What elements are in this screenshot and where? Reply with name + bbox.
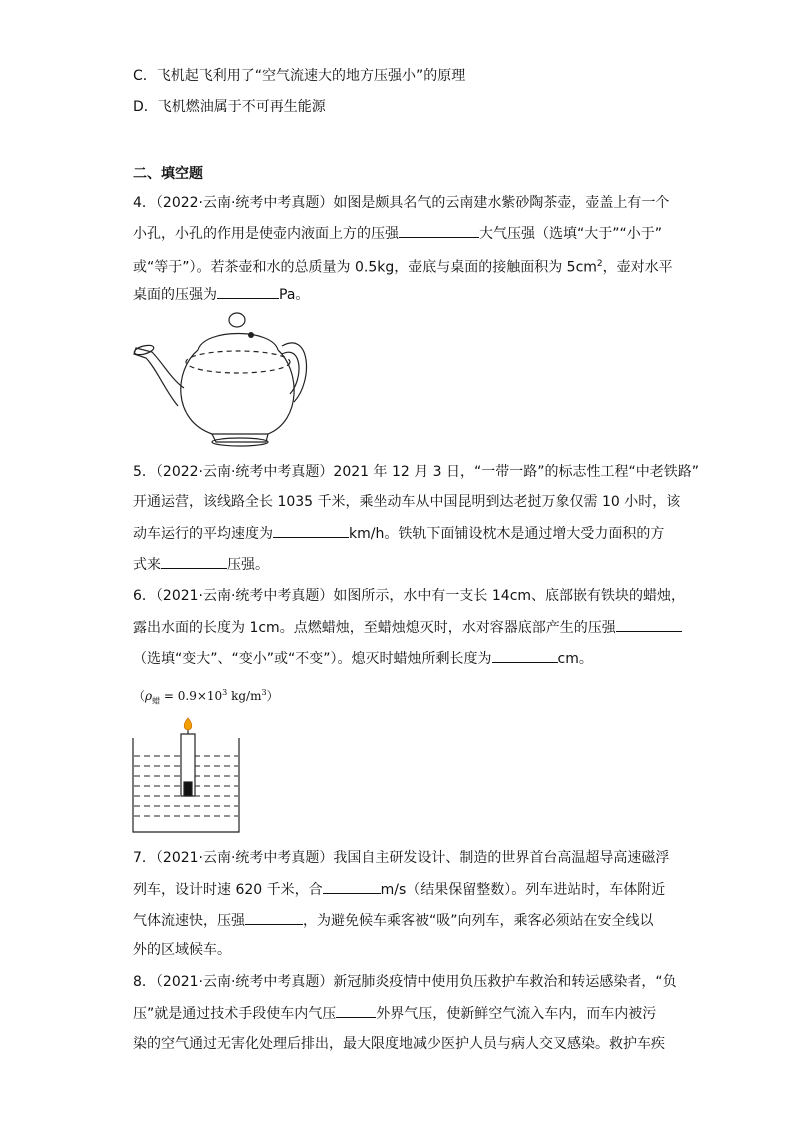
q4-line-2-text-a: 小孔，小孔的作用是使壶内液面上方的压强 <box>133 226 399 242</box>
q4-line-2-text-b: 大气压强（选填“大于”“小于” <box>479 226 663 242</box>
formula-open: （ <box>133 689 146 703</box>
q5-blank-1[interactable] <box>273 523 349 538</box>
q7-line-1 <box>133 848 669 868</box>
q4-blank-2[interactable] <box>217 284 279 299</box>
q7-line-3-text-b: ，为避免候车乘客被“吸”向列车，乘客必须站在安全线以 <box>303 913 654 929</box>
q8-line-1-text: 8．（2021·云南·统考中考真题）新冠肺炎疫情中使用负压救护车救治和转运感染者，“负 <box>133 974 677 990</box>
candle-figure <box>132 716 242 834</box>
formula-exponent: 3 <box>222 688 228 697</box>
teapot-waterline <box>186 351 290 373</box>
q4-line-3 <box>133 254 673 278</box>
q5-line-4 <box>133 554 269 575</box>
q6-line-3 <box>133 648 593 669</box>
q8-line-3 <box>133 1034 665 1054</box>
teapot-lid <box>198 334 278 351</box>
q6-blank-2[interactable] <box>492 648 558 663</box>
q6-line-1 <box>133 586 685 606</box>
q5-line-3 <box>133 523 664 544</box>
section-title <box>133 164 203 184</box>
q8-line-3-text: 染的空气通过无害化处理后排出，最大限度地减少医护人员与病人交叉感染。救护车疾 <box>133 1036 665 1052</box>
formula-value: = 0.9×10 <box>160 689 223 703</box>
q6-line-2-text-a: 露出水面的长度为 1cm。点燃蜡烛，至蜡烛熄灭时，水对容器底部产生的压强 <box>133 620 616 636</box>
q7-line-2 <box>133 879 665 900</box>
q5-line-2 <box>133 492 680 512</box>
option-d-text: D．飞机燃油属于不可再生能源 <box>133 99 326 115</box>
q7-line-4 <box>133 940 231 960</box>
q4-blank-1[interactable] <box>399 223 479 238</box>
q4-line-4-text-a: 桌面的压强为 <box>133 287 217 303</box>
teapot-body <box>181 350 294 434</box>
flame-icon <box>184 718 192 730</box>
q8-blank-1[interactable] <box>336 1003 376 1018</box>
q5-line-2-text: 开通运营，该线路全长 1035 千米，乘坐动车从中国昆明到达老挝万象仅需 10 小时，该 <box>133 494 681 510</box>
q6-blank-1[interactable] <box>616 617 682 632</box>
q4-line-2 <box>133 223 662 244</box>
teapot-spout <box>134 348 184 406</box>
formula-unit: kg/m <box>227 689 262 703</box>
q6-line-1-text: 6．（2021·云南·统考中考真题）如图所示，水中有一支长 14cm、底部嵌有铁块的蜡烛， <box>133 588 686 604</box>
q5-line-1 <box>133 462 699 482</box>
q4-superscript: 2 <box>596 259 603 269</box>
q8-line-1 <box>133 972 677 992</box>
option-c-text: C．飞机起飞利用了“空气流速大的地方压强小”的原理 <box>133 68 466 84</box>
q7-line-1-text: 7．（2021·云南·统考中考真题）我国自主研发设计、制造的世界首台高温超导高速磁浮 <box>133 850 670 866</box>
q7-line-2-text-b: m/s（结果保留整数）。列车进站时，车体附近 <box>380 882 666 898</box>
option-c <box>133 66 465 86</box>
q7-line-3 <box>133 910 654 931</box>
teapot-figure <box>132 310 312 452</box>
q7-blank-1[interactable] <box>323 879 381 894</box>
formula-subscript: 蜡 <box>152 696 161 706</box>
q6-line-3-text-a: （选填“变大”、“变小”或“不变”）。熄灭时蜡烛所剩长度为 <box>133 651 492 667</box>
teapot-lid-knob <box>229 313 245 327</box>
q4-line-3-text-a: 或“等于”）。若茶壶和水的总质量为 0.5kg，壶底与桌面的接触面积为 5cm <box>133 259 597 276</box>
q5-blank-2[interactable] <box>161 554 227 569</box>
q4-line-1-text: 4．（2022·云南·统考中考真题）如图是颇具名气的云南建水紫砂陶茶壶，壶盖上有一个 <box>133 195 670 211</box>
q5-line-4-text-a: 式来 <box>133 557 161 573</box>
formula-unit-exponent: 3 <box>261 688 267 697</box>
q7-line-2-text-a: 列车，设计时速 620 千米，合 <box>133 882 323 898</box>
q6-line-2 <box>133 617 682 638</box>
q4-line-3-text-b: ，壶对水平 <box>602 259 673 276</box>
formula-rho: ρ <box>145 689 153 703</box>
option-d <box>133 97 326 117</box>
q5-line-3-text-a: 动车运行的平均速度为 <box>133 526 273 542</box>
section-title-text: 二、填空题 <box>133 166 203 182</box>
iron-block <box>184 782 192 796</box>
q4-line-1 <box>133 193 669 213</box>
q5-line-4-text-b: 压强。 <box>227 557 269 573</box>
q8-line-2 <box>133 1003 656 1024</box>
q7-blank-2[interactable] <box>245 910 303 925</box>
q8-line-2-text-b: 外界气压，使新鲜空气流入车内，而车内被污 <box>376 1006 657 1022</box>
q6-density-formula <box>133 683 279 711</box>
q5-line-1-text: 5．（2022·云南·统考中考真题）2021 年 12 月 3 日，“一带一路”的标志性工程“中老铁路” <box>133 464 700 480</box>
q4-line-4 <box>133 284 309 305</box>
q7-line-3-text-a: 气体流速快，压强 <box>133 913 245 929</box>
q6-line-3-text-b: cm。 <box>557 651 593 667</box>
q4-line-4-text-b: Pa。 <box>279 287 310 303</box>
q7-line-4-text: 外的区域候车。 <box>133 942 231 958</box>
teapot-hole-icon <box>248 332 254 338</box>
formula-close: ） <box>266 689 279 703</box>
q5-line-3-text-b: km/h。铁轨下面铺设枕木是通过增大受力面积的方 <box>349 526 665 542</box>
q8-line-2-text-a: 压”就是通过技术手段使车内气压 <box>133 1006 337 1022</box>
